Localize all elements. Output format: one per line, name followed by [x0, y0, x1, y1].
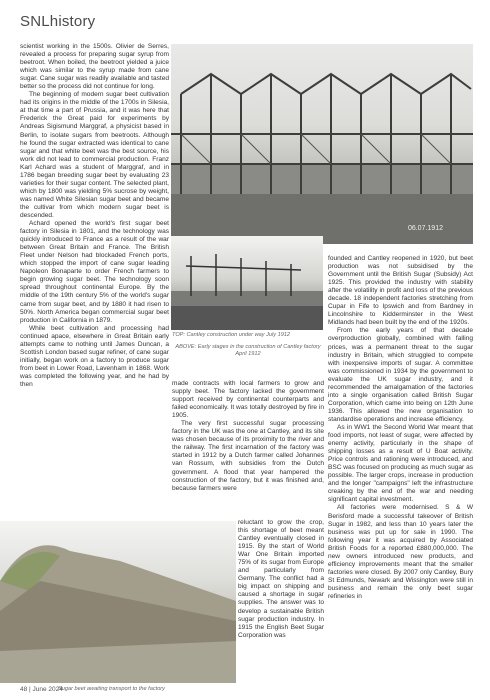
paragraph: The beginning of modern sugar beet cultivation had its origins in the middle of the 1700s in Silesia, at that time a part of Prussia, and it was here that Frederick the Great paid for experiments by Andreas Sigismund Marggraf, a physicist based in Berlin, to isolate sugars from beetroots. Although he found the sugar extracted was identical to cane sugar and that white beet was the best source, his work did not lead to commercial production. Franz Karl Achard was a student of Marggraf, and in 1786 began breeding sugar beet by evaluating 23 varieties for their sugar content. The selected plant, which by 1800 was yielding 5% sucrose by weight, was named White Silesian sugar beet and became the cultivar from which modern sugar beet is descended. — [20, 91, 169, 219]
article-column-3 — [328, 255, 473, 601]
paragraph: While beet cultivation and processing had continued apace, elsewhere in Great Britain early attempts came to nothing until James Duncan, a Scottish London based sugar refiner, of cane sugar initially, began work on a factory to produce sugar from beet in Lower Road, Lavenham in 1868. Work was completed the following year, and he had by then — [20, 324, 169, 388]
paragraph: All factories were modernised. S & W Berisford made a successful takeover of British Sugar in 1982, and less than 10 years later the business was put up for sale in 1990. The following year it was acquired by Associated British Foods for a reported £880,000,000. The new owners introduced new products, and efficiency improvements meant that the smaller factories were closed. By 2007 only Cantley, Bury St Edmunds, Newark and Wissington were still in business and remain the only beet sugar refineries in — [328, 504, 473, 600]
paragraph: founded and Cantley reopened in 1920, but beet production was not subsidised by the Government until the British Sugar (Subsidy) Act 1925. This provided the industry with stability after the volatility in profit and loss of the previous decade. 18 independent factories stretching from Cupar in Fife to Ipswich and from Bardney in Lincolnshire to Kidderminster in the West Midlands had been built by the end of the 1920s. — [328, 255, 473, 327]
brand-history: history — [49, 13, 96, 30]
paragraph: made contracts with local farmers to grow and supply beet. The factory lacked the government support received by continental counterparts and failed economically. It was totally destroyed by fire in 1905. — [172, 380, 324, 420]
early-construction-photo — [171, 236, 323, 330]
factory-construction-photo — [171, 44, 473, 244]
paragraph: reluctant to grow the crop, this shortage of beet meant Cantley eventually closed in 1915. By the start of World War One Britain imported 75% of its sugar from Europe and particularly from Germany. The conflict had a big impact on shipping and caused a shortage in sugar supplies. The answer was to develop a sustainable British sugar production industry. In 1915 the English Beet Sugar Corporation was — [238, 519, 324, 639]
page-header — [20, 13, 95, 30]
early-construction-illustration — [171, 236, 323, 330]
beet-pile-illustration — [0, 521, 236, 683]
article-column-1 — [20, 43, 169, 389]
caption-bottom: Sugar beet awaiting transport to the factory — [58, 686, 165, 692]
caption-above: ABOVE: Early stages in the construction of Cantley factory April 1912 — [175, 344, 321, 357]
brand-snl: SNL — [20, 13, 50, 30]
article-column-2 — [172, 380, 324, 493]
beet-pile-photo — [0, 521, 236, 683]
paragraph: From the early years of that decade overproduction globally, combined with falling prices, was a permanent threat to the sugar industry in Britain, which struggled to compete with inexpensive imports of sugar. A committee was commissioned in 1934 by the government to evaluate the UK sugar industry, and it recommended the amalgamation of the factories into a single organisation called British Sugar Corporation, which came into being on 12th June 1936. This allowed the new organisation to standardise operations and increase efficiency. — [328, 327, 473, 423]
paragraph: scientist working in the 1500s. Olivier de Serres, revealed a process for preparing sugar syrup from beetroot. When boiled, the beetroot yielded a juice which was similar to the syrup made from cane sugar. Cane sugar was readily available and tasted better so the process did not continue for long. — [20, 43, 169, 91]
photo-date-stamp: 06.07.1912 — [407, 225, 443, 232]
article-column-2-continued — [238, 519, 324, 640]
paragraph: The very first successful sugar processing factory in the UK was the one at Cantley, and its site was chosen because of its proximity to the river and the railway. The first incarnation of the factory was started in 1912 by a Dutch farmer called Johannes van Rossum, with subsidies from the Dutch government. A flood that year hampered the construction of the factory, but it was finished and, because farmers were — [172, 420, 324, 492]
caption-top: TOP: Cantley construction under way July 1912 — [172, 332, 291, 338]
factory-construction-illustration — [171, 44, 473, 244]
paragraph: As in WW1 the Second World War meant that food imports, not least of sugar, were affected by enemy activity, particularly in the shape of shipping losses as a result of U Boat activity. Price controls and rationing were introduced, and BSC was focused on producing as much sugar as possible. The larger crops, increase in production and the longer "campaigns" left the infrastructure creaking by the end of the war and needing significant capital investment. — [328, 423, 473, 504]
page-number: 48 | June 2024 — [20, 686, 63, 693]
paragraph: Achard opened the world's first sugar beet factory in Silesia in 1801, and the technology was quickly introduced to France as a result of the war between Great Britain and France. The British Fleet under Nelson had blockaded French ports, which stopped the import of cane sugar leading Napoleon Bonaparte to order French farmers to begin growing sugar beet. The technology soon spread throughout continental Europe. By the middle of the 19th century 5% of the world's sugar came from sugar beet, and by 1880 it had risen to 50%. North America began commercial sugar beet production in California in 1879. — [20, 220, 169, 324]
